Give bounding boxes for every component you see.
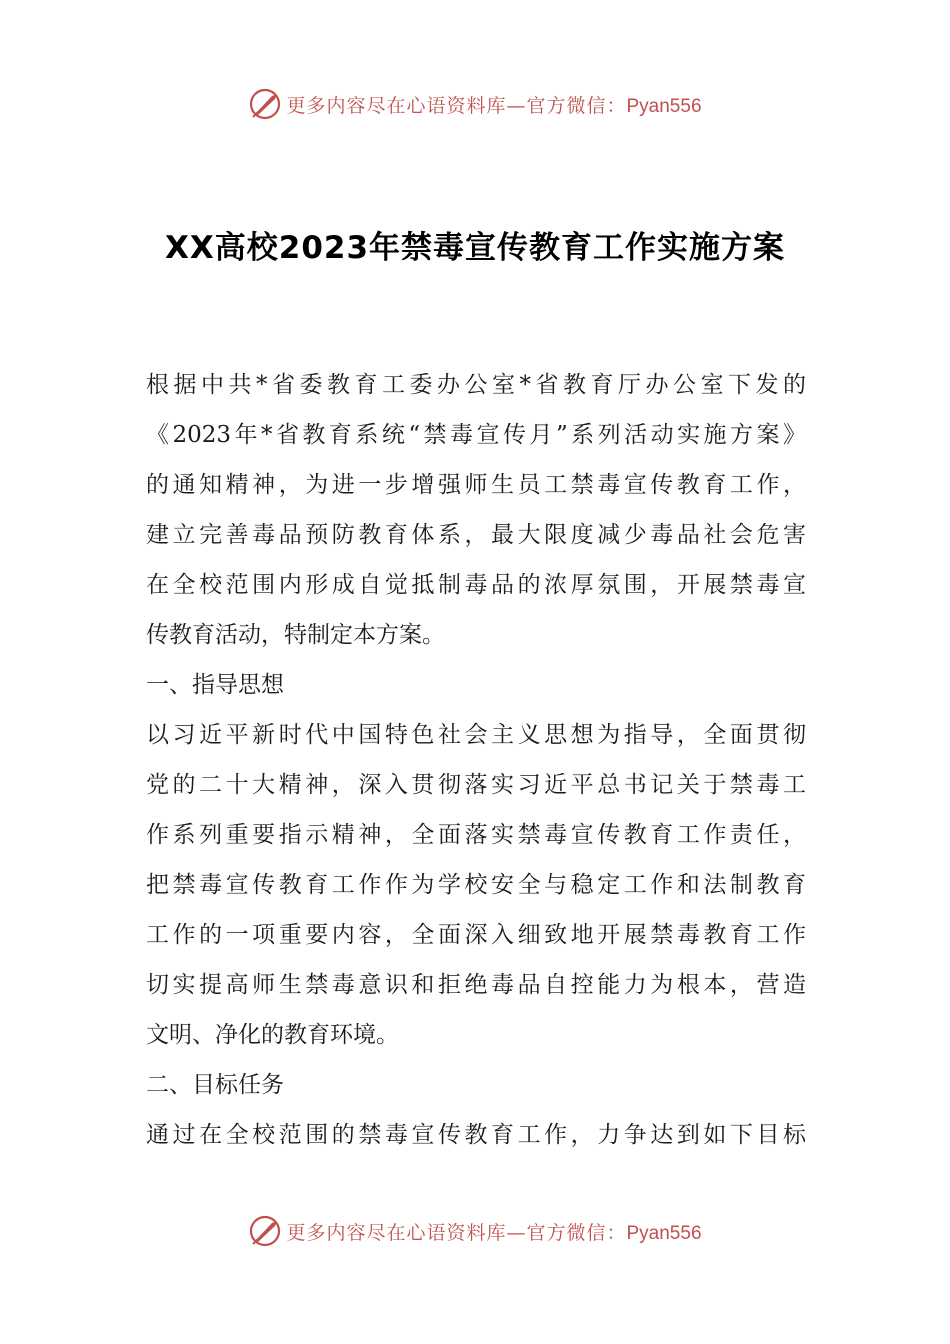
paragraph-line: 《2023年*省教育系统“禁毒宣传月”系列活动实施方案》 [146, 422, 806, 448]
paragraph-line: 的通知精神，为进一步增强师生员工禁毒宣传教育工作， [146, 472, 806, 498]
paragraph-line: 党的二十大精神，深入贯彻落实习近平总书记关于禁毒工 [146, 772, 806, 798]
quill-pen-logo-icon [248, 1214, 282, 1248]
paragraph-line: 建立完善毒品预防教育体系，最大限度减少毒品社会危害 [146, 522, 806, 548]
quill-pen-logo-icon [248, 87, 282, 121]
paragraph-line: 把禁毒宣传教育工作作为学校安全与稳定工作和法制教育 [146, 872, 806, 898]
paragraph-line: 以习近平新时代中国特色社会主义思想为指导，全面贯彻 [146, 722, 806, 748]
footer-watermark-banner [0, 1211, 950, 1251]
wechat-id: Pyan556 [626, 1222, 702, 1244]
paragraph-line: 通过在全校范围的禁毒宣传教育工作，力争达到如下目标 [146, 1122, 806, 1148]
header-watermark-banner [0, 84, 950, 124]
paragraph-line: 切实提高师生禁毒意识和拒绝毒品自控能力为根本，营造 [146, 972, 806, 998]
watermark-text: 更多内容尽在心语资料库—官方微信：Pyan556 [286, 94, 702, 117]
wechat-id: Pyan556 [626, 95, 702, 117]
document-body [146, 360, 806, 1160]
paragraph-line: 根据中共*省委教育工委办公室*省教育厅办公室下发的 [146, 372, 806, 398]
section-heading: 一、指导思想 [146, 672, 284, 698]
document-title: XX高校2023年禁毒宣传教育工作实施方案 [164, 230, 786, 266]
paragraph-line: 作系列重要指示精神，全面落实禁毒宣传教育工作责任， [146, 822, 806, 848]
paragraph-line: 工作的一项重要内容，全面深入细致地开展禁毒教育工作 [146, 922, 806, 948]
paragraph-line: 文明、净化的教育环境。 [146, 1022, 399, 1048]
paragraph-line: 在全校范围内形成自觉抵制毒品的浓厚氛围，开展禁毒宣 [146, 572, 806, 598]
section-heading: 二、目标任务 [146, 1072, 284, 1098]
watermark-text: 更多内容尽在心语资料库—官方微信：Pyan556 [286, 1221, 702, 1244]
paragraph-line: 传教育活动，特制定本方案。 [146, 622, 445, 648]
